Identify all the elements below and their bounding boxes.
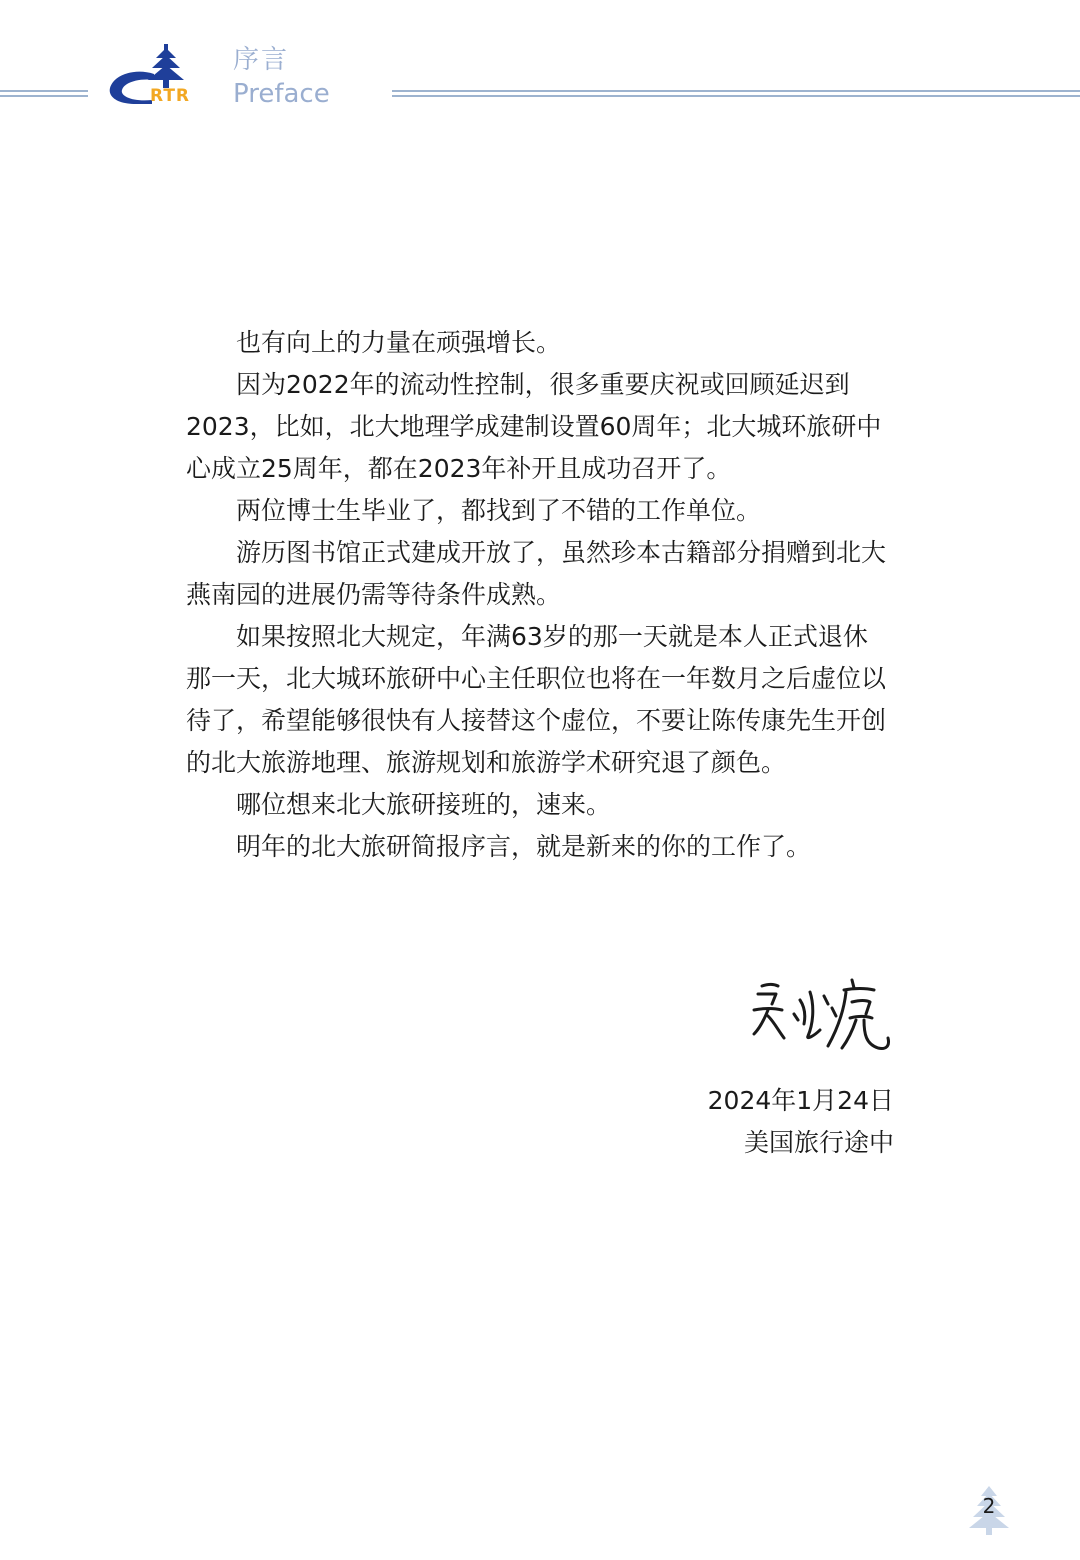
page-number-badge [964, 1484, 1014, 1536]
preface-body [186, 322, 886, 868]
paragraph: 两位博士生毕业了，都找到了不错的工作单位。 [236, 496, 762, 525]
closing-block [708, 1080, 894, 1164]
letter-date: 2024年1月24日 [707, 1086, 894, 1115]
header-rule-right [392, 90, 1080, 97]
paragraph: 如果按照北大规定，年满63岁的那一天就是本人正式退休那一天，北大城环旅研中心主任职位也将在一年数月之后虚位以待了，希望能够很快有人接替这个虚位，不要让陈传康先生开创的北大旅游地理、旅游规划和旅游学术研究退了颜色。 [186, 622, 887, 777]
page-number: 2 [982, 1494, 996, 1518]
paragraph: 也有向上的力量在顽强增长。 [236, 328, 562, 357]
title-english: Preface [233, 79, 330, 109]
rtr-logo [106, 44, 204, 108]
page-header [0, 0, 1080, 130]
section-title [233, 44, 330, 110]
handwritten-signature [748, 974, 896, 1060]
header-rule-left [0, 90, 88, 97]
paragraph: 明年的北大旅研简报序言，就是新来的你的工作了。 [236, 832, 812, 861]
letter-location: 美国旅行途中 [743, 1128, 894, 1157]
signature-icon [748, 974, 896, 1060]
paragraph: 因为2022年的流动性控制，很多重要庆祝或回顾延迟到2023，比如，北大地理学成建制设置60周年；北大城环旅研中心成立25周年，都在2023年补开且成功召开了。 [186, 370, 882, 483]
title-chinese: 序言 [233, 45, 290, 75]
paragraph: 游历图书馆正式建成开放了，虽然珍本古籍部分捐赠到北大燕南园的进展仍需等待条件成熟。 [186, 538, 887, 609]
logo-text: RTR [150, 86, 191, 106]
paragraph: 哪位想来北大旅研接班的，速来。 [236, 790, 612, 819]
